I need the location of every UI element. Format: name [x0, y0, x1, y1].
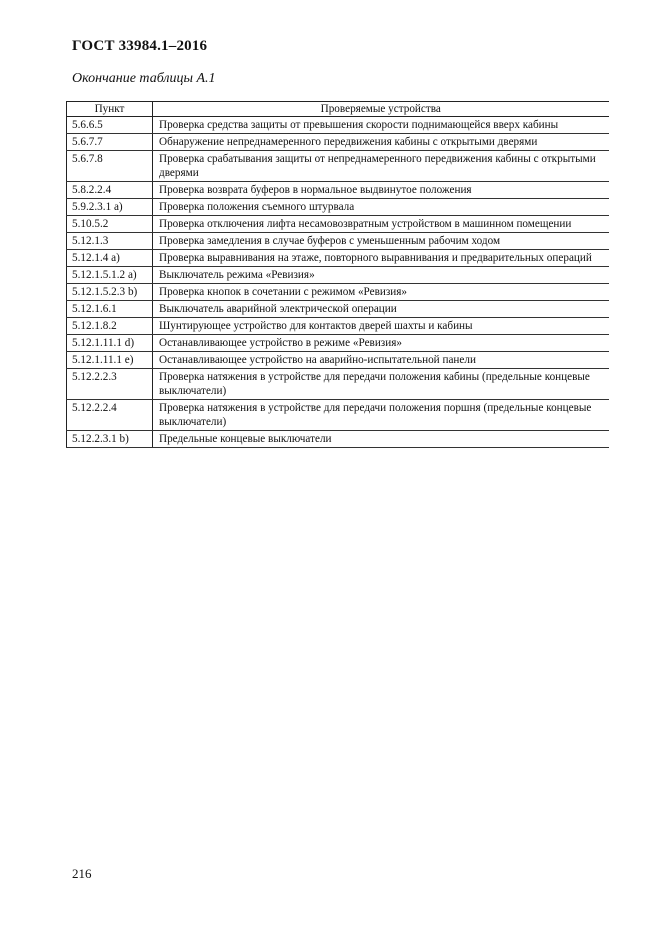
device-cell: Шунтирующее устройство для контактов дверей шахты и кабины — [153, 318, 609, 335]
table-row — [67, 216, 609, 233]
table-caption: Окончание таблицы А.1 — [72, 71, 216, 86]
clause-cell: 5.6.7.8 — [67, 151, 153, 182]
clause-cell: 5.12.1.11.1 d) — [67, 335, 153, 352]
column-header-clause: Пункт — [67, 102, 153, 117]
device-cell: Проверка срабатывания защиты от непреднамеренного передвижения кабины с открытыми дверями — [153, 151, 609, 182]
device-cell: Проверка отключения лифта несамовозвратным устройством в машинном помещении — [153, 216, 609, 233]
device-cell: Проверка выравнивания на этаже, повторного выравнивания и предварительных операций — [153, 250, 609, 267]
device-cell: Проверка натяжения в устройстве для передачи положения кабины (предельные концевые выключатели) — [153, 369, 609, 400]
device-cell: Выключатель режима «Ревизия» — [153, 267, 609, 284]
table-row — [67, 267, 609, 284]
clause-cell: 5.10.5.2 — [67, 216, 153, 233]
device-cell: Выключатель аварийной электрической операции — [153, 301, 609, 318]
clause-cell: 5.6.6.5 — [67, 117, 153, 134]
document-code: ГОСТ 33984.1–2016 — [72, 38, 208, 54]
clause-cell: 5.12.1.11.1 e) — [67, 352, 153, 369]
clause-cell: 5.12.1.5.1.2 a) — [67, 267, 153, 284]
table-row — [67, 400, 609, 431]
table-row — [67, 250, 609, 267]
device-cell: Проверка средства защиты от превышения скорости поднимающейся вверх кабины — [153, 117, 609, 134]
device-cell: Проверка замедления в случае буферов с уменьшенным рабочим ходом — [153, 233, 609, 250]
table-row — [67, 318, 609, 335]
device-cell: Проверка кнопок в сочетании с режимом «Ревизия» — [153, 284, 609, 301]
table-row — [67, 335, 609, 352]
clause-cell: 5.12.2.2.4 — [67, 400, 153, 431]
table-row — [67, 199, 609, 216]
table-row — [67, 134, 609, 151]
device-cell: Проверка натяжения в устройстве для передачи положения поршня (предельные концевые выключатели) — [153, 400, 609, 431]
clause-cell: 5.6.7.7 — [67, 134, 153, 151]
clause-cell: 5.12.2.2.3 — [67, 369, 153, 400]
table-row — [67, 284, 609, 301]
table-row — [67, 233, 609, 250]
table-row — [67, 369, 609, 400]
table-row — [67, 431, 609, 448]
device-cell: Проверка положения съемного штурвала — [153, 199, 609, 216]
device-cell: Останавливающее устройство на аварийно-испытательной панели — [153, 352, 609, 369]
clause-cell: 5.12.2.3.1 b) — [67, 431, 153, 448]
device-cell: Проверка возврата буферов в нормальное выдвинутое положения — [153, 182, 609, 199]
table-row — [67, 117, 609, 134]
device-cell: Останавливающее устройство в режиме «Ревизия» — [153, 335, 609, 352]
clause-cell: 5.12.1.3 — [67, 233, 153, 250]
table-row — [67, 182, 609, 199]
device-cell: Обнаружение непреднамеренного передвижения кабины с открытыми дверями — [153, 134, 609, 151]
table-body — [67, 117, 609, 448]
table-row — [67, 151, 609, 182]
column-header-devices: Проверяемые устройства — [153, 102, 609, 117]
clause-cell: 5.9.2.3.1 a) — [67, 199, 153, 216]
table-row — [67, 301, 609, 318]
clause-cell: 5.12.1.5.2.3 b) — [67, 284, 153, 301]
clause-cell: 5.12.1.8.2 — [67, 318, 153, 335]
devices-table — [66, 101, 609, 448]
page-number: 216 — [72, 866, 92, 881]
table-header-row — [67, 102, 609, 117]
table-row — [67, 352, 609, 369]
clause-cell: 5.8.2.2.4 — [67, 182, 153, 199]
clause-cell: 5.12.1.6.1 — [67, 301, 153, 318]
clause-cell: 5.12.1.4 a) — [67, 250, 153, 267]
device-cell: Предельные концевые выключатели — [153, 431, 609, 448]
